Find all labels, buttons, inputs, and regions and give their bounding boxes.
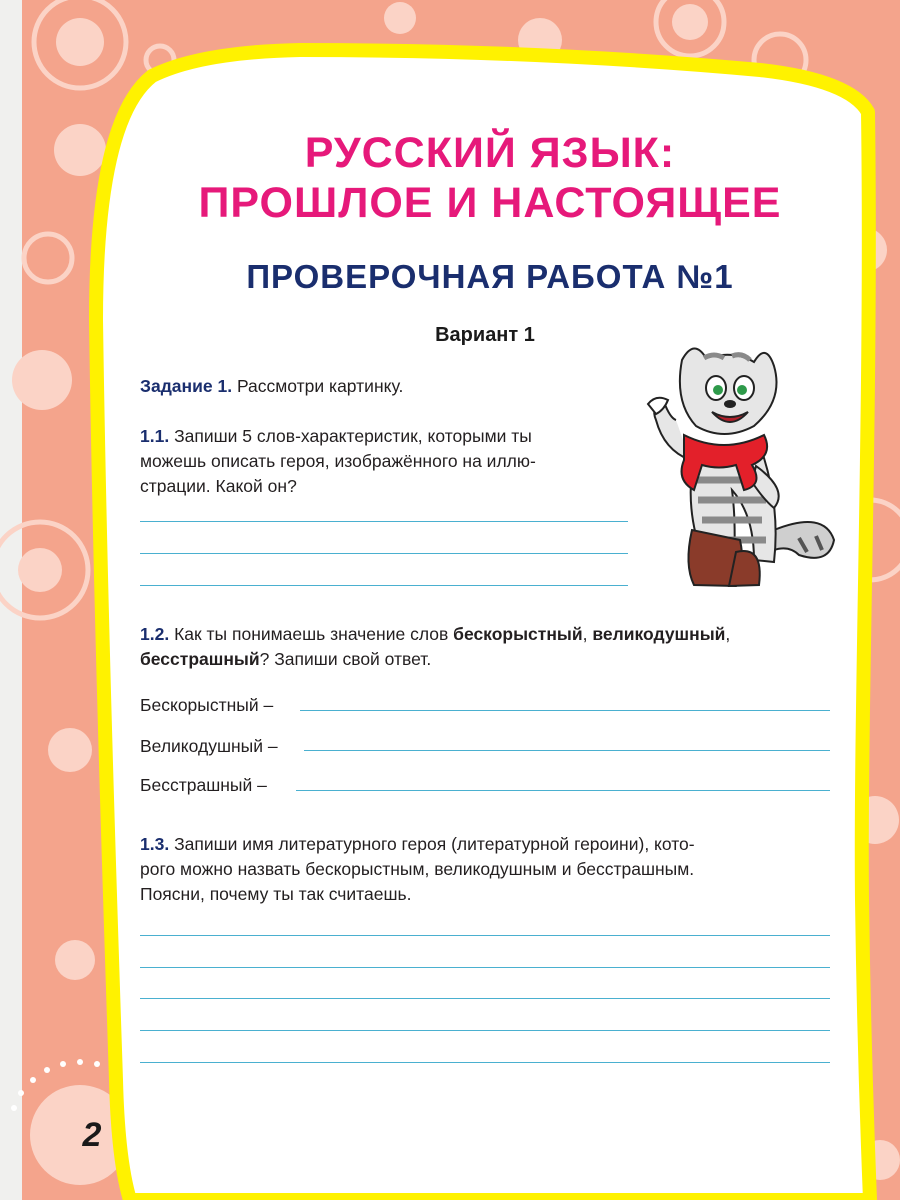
- question-text: Запиши имя литературного героя (литературной героини), кото-: [174, 834, 695, 854]
- question-1-1: [140, 424, 628, 499]
- comma: ,: [725, 624, 731, 644]
- question-text: Запиши 5 слов-характеристик, которыми ты: [174, 426, 532, 446]
- answer-line[interactable]: [296, 790, 830, 791]
- question-text: Как ты понимаешь значение слов: [174, 624, 449, 644]
- question-text: рого можно назвать бескорыстным, великодушным и бесстрашным.: [140, 859, 695, 879]
- keyword: бескорыстный: [453, 624, 583, 644]
- task-text: Рассмотри картинку.: [236, 376, 404, 396]
- answer-line[interactable]: [304, 750, 830, 751]
- cat-illustration: [624, 340, 844, 596]
- page-number: 2: [82, 1116, 102, 1154]
- title-line-1: РУССКИЙ ЯЗЫК:: [304, 129, 676, 177]
- answer-line[interactable]: [140, 1062, 830, 1063]
- question-1-3: [140, 832, 830, 907]
- answer-line[interactable]: [140, 585, 628, 586]
- answer-label: Великодушный –: [140, 736, 278, 756]
- answer-line[interactable]: [140, 1030, 830, 1031]
- answer-line[interactable]: [140, 553, 628, 554]
- answer-line[interactable]: [140, 935, 830, 936]
- test-heading: ПРОВЕРОЧНАЯ РАБОТА №1: [246, 258, 734, 295]
- answer-line[interactable]: [300, 710, 830, 711]
- answer-line[interactable]: [140, 998, 830, 999]
- question-number: 1.3.: [140, 834, 170, 854]
- answer-line[interactable]: [140, 967, 830, 968]
- question-text: можешь описать героя, изображённого на иллю-: [140, 451, 536, 471]
- task-1-intro: [140, 374, 403, 399]
- question-number: 1.1.: [140, 426, 170, 446]
- question-text: ? Запиши свой ответ.: [259, 649, 432, 669]
- title-line-2: ПРОШЛОЕ И НАСТОЯЩЕЕ: [198, 179, 782, 227]
- variant-label: Вариант 1: [435, 324, 535, 346]
- question-text: страции. Какой он?: [140, 476, 297, 496]
- keyword: бесстрашный: [140, 649, 260, 669]
- question-text: Поясни, почему ты так считаешь.: [140, 884, 412, 904]
- answer-label: Бескорыстный –: [140, 695, 274, 715]
- task-label: Задание 1.: [140, 376, 233, 396]
- page-title: [160, 128, 820, 228]
- comma: ,: [582, 624, 588, 644]
- answer-line[interactable]: [140, 521, 628, 522]
- keyword: великодушный: [592, 624, 726, 644]
- question-1-2: [140, 622, 830, 672]
- answer-label: Бесстрашный –: [140, 775, 267, 795]
- question-number: 1.2.: [140, 624, 170, 644]
